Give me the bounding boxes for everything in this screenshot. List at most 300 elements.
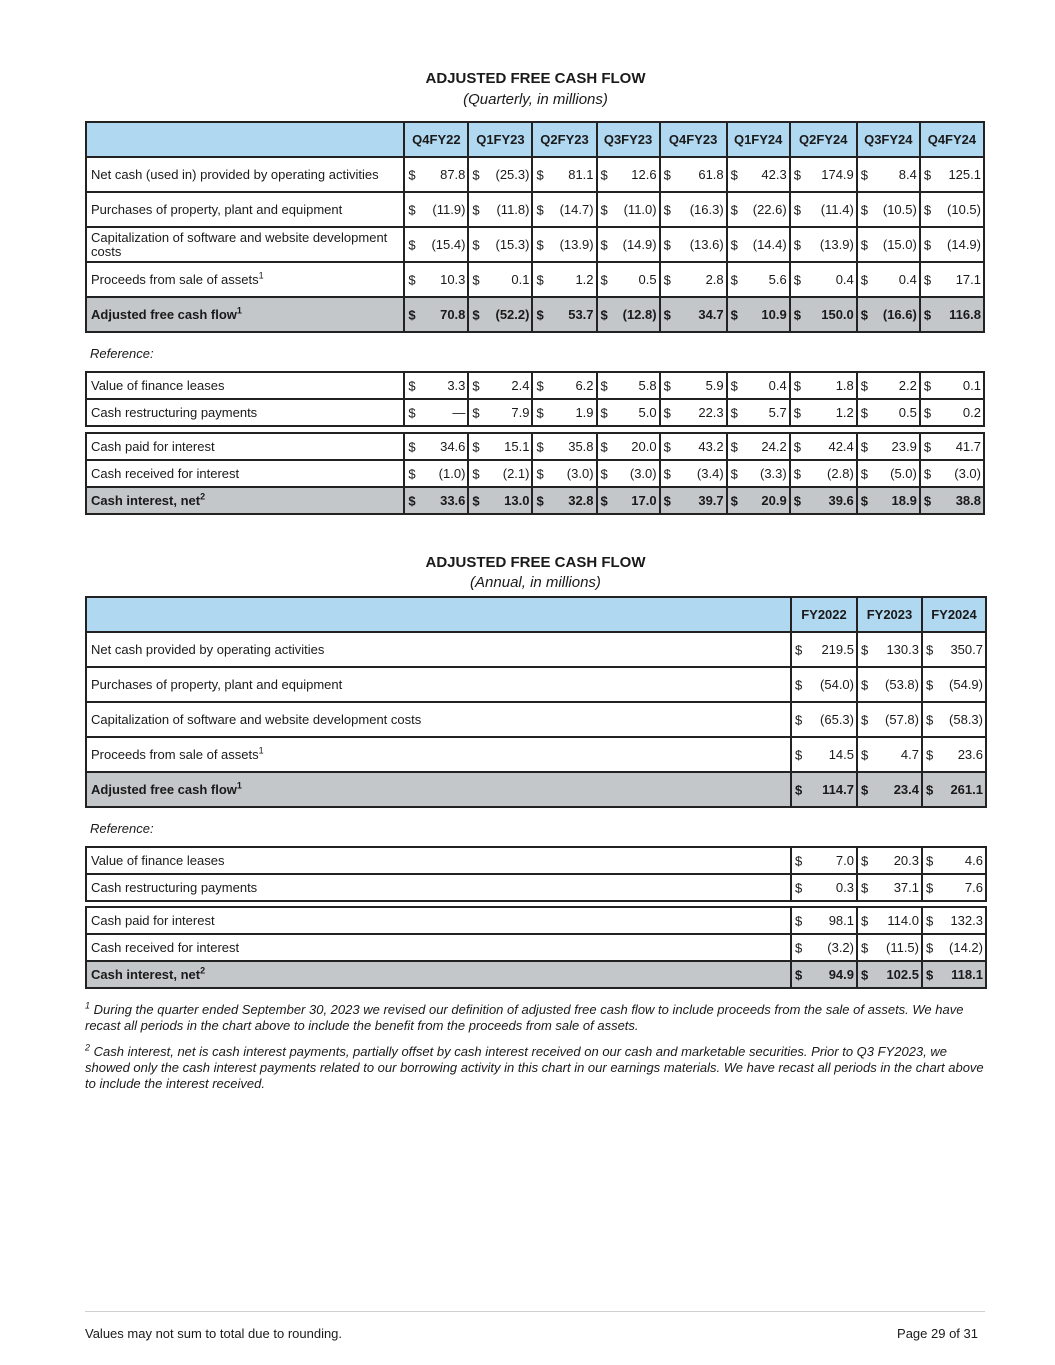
amount: 0.4 — [768, 378, 787, 393]
value-cell — [660, 297, 727, 332]
currency-symbol: $ — [795, 782, 803, 797]
value-cell — [468, 297, 532, 332]
amount: 37.1 — [893, 880, 919, 895]
table-row — [86, 297, 984, 332]
amount: 1.9 — [575, 405, 594, 420]
value-cell — [727, 227, 790, 262]
currency-symbol: $ — [926, 913, 934, 928]
row-label: Value of finance leases — [86, 372, 404, 399]
currency-symbol: $ — [793, 493, 801, 508]
currency-symbol: $ — [472, 202, 480, 217]
currency-symbol: $ — [861, 940, 869, 955]
amount: (58.3) — [949, 712, 983, 727]
value-cell — [790, 460, 857, 487]
currency-symbol: $ — [600, 405, 608, 420]
value-cell — [857, 772, 922, 807]
currency-symbol: $ — [730, 378, 738, 393]
currency-symbol: $ — [926, 782, 934, 797]
value-cell — [404, 372, 468, 399]
currency-symbol: $ — [793, 202, 801, 217]
value-cell — [468, 460, 532, 487]
currency-symbol: $ — [472, 405, 480, 420]
currency-symbol: $ — [663, 167, 671, 182]
currency-symbol: $ — [860, 272, 869, 287]
currency-symbol: $ — [860, 237, 869, 252]
currency-symbol: $ — [730, 202, 738, 217]
value-cell — [660, 157, 727, 192]
table-row — [86, 632, 986, 667]
table-row — [86, 372, 984, 399]
amount: (16.6) — [882, 307, 917, 322]
value-cell — [727, 460, 790, 487]
currency-symbol: $ — [600, 272, 608, 287]
amount: (53.8) — [885, 677, 919, 692]
value-cell — [920, 192, 984, 227]
currency-symbol: $ — [472, 307, 480, 322]
amount: (3.0) — [954, 466, 981, 481]
amount: 4.6 — [964, 853, 983, 868]
currency-symbol: $ — [663, 466, 671, 481]
amount: 0.5 — [898, 405, 917, 420]
currency-symbol: $ — [923, 378, 932, 393]
row-label: Purchases of property, plant and equipment — [86, 667, 791, 702]
footnote-marker: 2 — [200, 491, 206, 502]
amount: (57.8) — [885, 712, 919, 727]
value-cell — [791, 772, 857, 807]
rounding-note: Values may not sum to total due to rounding. — [85, 1326, 343, 1341]
amount: 1.2 — [835, 405, 854, 420]
amount: (3.4) — [696, 466, 724, 481]
table-row — [86, 399, 984, 426]
header-blank — [86, 597, 791, 632]
currency-symbol: $ — [600, 202, 608, 217]
value-cell — [857, 372, 920, 399]
amount: 125.1 — [948, 167, 981, 182]
currency-symbol: $ — [793, 466, 801, 481]
amount: 261.1 — [950, 782, 983, 797]
currency-symbol: $ — [472, 439, 480, 454]
value-cell — [857, 874, 922, 901]
amount: (14.9) — [947, 237, 981, 252]
amount: 3.3 — [447, 378, 466, 393]
row-label: Cash restructuring payments — [86, 874, 791, 901]
amount: 24.2 — [761, 439, 787, 454]
value-cell — [920, 487, 984, 514]
amount: 5.6 — [768, 272, 787, 287]
value-cell — [597, 460, 660, 487]
currency-symbol: $ — [600, 237, 608, 252]
row-label: Cash received for interest — [86, 460, 404, 487]
table-row — [86, 874, 986, 901]
currency-symbol: $ — [536, 167, 544, 182]
value-cell — [597, 372, 660, 399]
amount: (5.0) — [890, 466, 917, 481]
value-cell — [791, 961, 857, 988]
amount: (11.4) — [820, 202, 854, 217]
column-header: FY2023 — [857, 597, 922, 632]
currency-symbol: $ — [923, 202, 932, 217]
amount: (15.3) — [495, 237, 530, 252]
value-cell — [597, 297, 660, 332]
amount: 7.9 — [511, 405, 530, 420]
value-cell — [922, 702, 986, 737]
currency-symbol: $ — [793, 307, 801, 322]
table-row — [86, 460, 984, 487]
amount: 5.7 — [768, 405, 787, 420]
value-cell — [597, 157, 660, 192]
amount: 5.0 — [638, 405, 657, 420]
footer-divider — [85, 1311, 985, 1312]
amount: 34.6 — [440, 439, 466, 454]
column-header: FY2022 — [791, 597, 857, 632]
currency-symbol: $ — [408, 493, 416, 508]
table-row — [86, 702, 986, 737]
footnote-1-mark: 1 — [85, 1000, 91, 1011]
currency-symbol: $ — [860, 466, 869, 481]
value-cell — [468, 399, 532, 426]
currency-symbol: $ — [536, 466, 544, 481]
amount: (13.9) — [819, 237, 854, 252]
value-cell — [532, 297, 596, 332]
value-cell — [920, 372, 984, 399]
quarterly-interest-table — [85, 432, 985, 515]
currency-symbol: $ — [860, 493, 869, 508]
quarterly-title: ADJUSTED FREE CASH FLOW — [425, 70, 646, 87]
value-cell — [468, 192, 532, 227]
value-cell — [791, 632, 857, 667]
currency-symbol: $ — [536, 378, 544, 393]
value-cell — [660, 372, 727, 399]
value-cell — [857, 737, 922, 772]
column-header: FY2024 — [922, 597, 986, 632]
amount: 20.9 — [761, 493, 787, 508]
amount: 174.9 — [821, 167, 854, 182]
currency-symbol: $ — [923, 493, 932, 508]
currency-symbol: $ — [663, 405, 671, 420]
amount: 94.9 — [828, 967, 854, 982]
currency-symbol: $ — [472, 272, 480, 287]
amount: (25.3) — [495, 167, 530, 182]
row-label: Proceeds from sale of assets$^1$ — [86, 262, 404, 297]
currency-symbol: $ — [926, 712, 934, 727]
footnote-marker: 1 — [236, 305, 242, 316]
amount: 102.5 — [886, 967, 919, 982]
quarterly-main-table — [85, 121, 985, 333]
currency-symbol: $ — [408, 167, 416, 182]
value-cell — [857, 157, 920, 192]
value-cell — [468, 433, 532, 460]
row-label: Adjusted free cash flow$^1$ — [86, 772, 791, 807]
amount: 130.3 — [886, 642, 919, 657]
amount: 20.3 — [893, 853, 919, 868]
value-cell — [857, 399, 920, 426]
value-cell — [922, 934, 986, 961]
currency-symbol: $ — [663, 378, 671, 393]
amount: 87.8 — [440, 167, 466, 182]
amount: — — [452, 405, 466, 420]
currency-symbol: $ — [861, 880, 869, 895]
amount: 7.6 — [964, 880, 983, 895]
amount: 81.1 — [568, 167, 594, 182]
currency-symbol: $ — [923, 237, 932, 252]
currency-symbol: $ — [408, 378, 416, 393]
currency-symbol: $ — [926, 747, 934, 762]
currency-symbol: $ — [795, 712, 803, 727]
row-label: Cash paid for interest — [86, 907, 791, 934]
currency-symbol: $ — [600, 167, 608, 182]
value-cell — [790, 157, 857, 192]
footnote-1 — [85, 1002, 985, 1034]
table-row — [86, 907, 986, 934]
amount: 33.6 — [440, 493, 466, 508]
amount: (13.6) — [689, 237, 724, 252]
currency-symbol: $ — [793, 272, 801, 287]
value-cell — [532, 399, 596, 426]
quarterly-reference-label: Reference: — [90, 346, 154, 361]
amount: 61.8 — [698, 167, 724, 182]
row-label: Net cash provided by operating activities — [86, 632, 791, 667]
value-cell — [468, 487, 532, 514]
amount: (3.0) — [629, 466, 657, 481]
value-cell — [790, 192, 857, 227]
currency-symbol: $ — [926, 967, 934, 982]
currency-symbol: $ — [795, 853, 803, 868]
currency-symbol: $ — [861, 967, 869, 982]
value-cell — [404, 262, 468, 297]
amount: 4.7 — [900, 747, 919, 762]
amount: 6.2 — [575, 378, 594, 393]
value-cell — [660, 460, 727, 487]
footnote-marker: 1 — [258, 745, 264, 756]
row-label: Cash received for interest — [86, 934, 791, 961]
currency-symbol: $ — [795, 880, 803, 895]
currency-symbol: $ — [860, 439, 869, 454]
quarterly-reference-table — [85, 371, 985, 427]
amount: (14.4) — [752, 237, 787, 252]
value-cell — [727, 192, 790, 227]
value-cell — [922, 874, 986, 901]
row-label: Cash paid for interest — [86, 433, 404, 460]
currency-symbol: $ — [600, 307, 608, 322]
amount: 14.5 — [828, 747, 854, 762]
currency-symbol: $ — [536, 405, 544, 420]
value-cell — [727, 297, 790, 332]
row-label: Proceeds from sale of assets$^1$ — [86, 737, 791, 772]
footnote-2-text: Cash interest, net is cash interest payments, partially offset by cash interest received on our cash and marketable securities. Prior to Q3 FY2023, we showed only the cash interest payments related to our borrowing activity in this chart in our earnings materials. We have recast all periods in the chart above to include the interest received. — [85, 1044, 984, 1091]
value-cell — [920, 433, 984, 460]
column-header: Q2FY24 — [790, 122, 857, 157]
amount: (14.9) — [622, 237, 657, 252]
value-cell — [857, 907, 922, 934]
table-row — [86, 433, 984, 460]
amount: 35.8 — [568, 439, 594, 454]
currency-symbol: $ — [408, 405, 416, 420]
amount: 18.9 — [891, 493, 917, 508]
column-header: Q4FY24 — [920, 122, 984, 157]
currency-symbol: $ — [730, 167, 738, 182]
currency-symbol: $ — [472, 237, 480, 252]
currency-symbol: $ — [730, 493, 738, 508]
currency-symbol: $ — [730, 237, 738, 252]
value-cell — [404, 192, 468, 227]
value-cell — [791, 667, 857, 702]
amount: 0.2 — [962, 405, 981, 420]
annual-main-table — [85, 596, 987, 808]
header-blank — [86, 122, 404, 157]
footnote-2-mark: 2 — [85, 1042, 91, 1053]
amount: 114.7 — [822, 782, 854, 797]
amount: 12.6 — [631, 167, 657, 182]
currency-symbol: $ — [663, 307, 671, 322]
currency-symbol: $ — [793, 405, 801, 420]
amount: 23.4 — [893, 782, 919, 797]
amount: (3.0) — [566, 466, 594, 481]
row-label: Value of finance leases — [86, 847, 791, 874]
amount: (11.0) — [623, 202, 657, 217]
value-cell — [920, 227, 984, 262]
currency-symbol: $ — [472, 466, 480, 481]
value-cell — [857, 192, 920, 227]
value-cell — [727, 433, 790, 460]
footnote-marker: 1 — [236, 780, 242, 791]
currency-symbol: $ — [730, 405, 738, 420]
value-cell — [404, 227, 468, 262]
row-label: Cash restructuring payments — [86, 399, 404, 426]
value-cell — [597, 227, 660, 262]
currency-symbol: $ — [861, 712, 869, 727]
currency-symbol: $ — [472, 167, 480, 182]
amount: 42.3 — [761, 167, 787, 182]
amount: 13.0 — [504, 493, 530, 508]
value-cell — [790, 372, 857, 399]
value-cell — [660, 487, 727, 514]
amount: (54.0) — [820, 677, 854, 692]
value-cell — [857, 961, 922, 988]
amount: (65.3) — [820, 712, 854, 727]
value-cell — [791, 874, 857, 901]
currency-symbol: $ — [861, 782, 869, 797]
amount: 118.1 — [951, 967, 983, 982]
amount: (10.5) — [882, 202, 917, 217]
currency-symbol: $ — [536, 493, 544, 508]
currency-symbol: $ — [926, 642, 934, 657]
column-header: Q3FY23 — [597, 122, 660, 157]
amount: 53.7 — [568, 307, 594, 322]
value-cell — [404, 297, 468, 332]
amount: (12.8) — [622, 307, 657, 322]
footnote-marker: 1 — [258, 270, 264, 281]
value-cell — [920, 297, 984, 332]
amount: 15.1 — [504, 439, 530, 454]
value-cell — [791, 702, 857, 737]
currency-symbol: $ — [730, 466, 738, 481]
currency-symbol: $ — [663, 439, 671, 454]
amount: 39.7 — [698, 493, 724, 508]
value-cell — [920, 262, 984, 297]
value-cell — [857, 262, 920, 297]
amount: 23.9 — [891, 439, 917, 454]
amount: (2.8) — [827, 466, 854, 481]
amount: (14.2) — [949, 940, 983, 955]
value-cell — [790, 262, 857, 297]
amount: (54.9) — [949, 677, 983, 692]
value-cell — [857, 702, 922, 737]
currency-symbol: $ — [795, 642, 803, 657]
amount: (3.3) — [759, 466, 787, 481]
currency-symbol: $ — [926, 880, 934, 895]
currency-symbol: $ — [663, 237, 671, 252]
currency-symbol: $ — [923, 405, 932, 420]
currency-symbol: $ — [795, 677, 803, 692]
currency-symbol: $ — [860, 167, 869, 182]
currency-symbol: $ — [923, 272, 932, 287]
currency-symbol: $ — [923, 466, 932, 481]
currency-symbol: $ — [663, 202, 671, 217]
value-cell — [597, 192, 660, 227]
table-row — [86, 227, 984, 262]
value-cell — [791, 907, 857, 934]
amount: 2.4 — [511, 378, 530, 393]
value-cell — [857, 227, 920, 262]
table-row — [86, 667, 986, 702]
value-cell — [404, 399, 468, 426]
amount: 0.4 — [835, 272, 854, 287]
amount: 8.4 — [898, 167, 917, 182]
value-cell — [857, 460, 920, 487]
value-cell — [790, 433, 857, 460]
header-row — [86, 122, 984, 157]
amount: 0.1 — [511, 272, 530, 287]
currency-symbol: $ — [926, 853, 934, 868]
page-number: Page 29 of 31 — [897, 1326, 978, 1341]
value-cell — [857, 297, 920, 332]
value-cell — [597, 399, 660, 426]
value-cell — [920, 157, 984, 192]
currency-symbol: $ — [795, 747, 803, 762]
footnote-2 — [85, 1044, 985, 1092]
annual-reference-table — [85, 846, 987, 902]
currency-symbol: $ — [536, 272, 544, 287]
currency-symbol: $ — [793, 378, 801, 393]
value-cell — [532, 192, 596, 227]
value-cell — [468, 262, 532, 297]
amount: 42.4 — [828, 439, 854, 454]
currency-symbol: $ — [795, 967, 803, 982]
currency-symbol: $ — [860, 307, 869, 322]
column-header: Q4FY23 — [660, 122, 727, 157]
amount: 20.0 — [631, 439, 657, 454]
value-cell — [922, 667, 986, 702]
value-cell — [857, 667, 922, 702]
value-cell — [791, 737, 857, 772]
currency-symbol: $ — [861, 747, 869, 762]
amount: 10.9 — [761, 307, 787, 322]
row-label: Cash interest, net$^2$ — [86, 487, 404, 514]
value-cell — [857, 847, 922, 874]
amount: (14.7) — [559, 202, 594, 217]
currency-symbol: $ — [793, 237, 801, 252]
amount: (11.9) — [432, 202, 466, 217]
currency-symbol: $ — [408, 202, 416, 217]
currency-symbol: $ — [860, 378, 869, 393]
currency-symbol: $ — [536, 439, 544, 454]
row-label: Cash interest, net$^2$ — [86, 961, 791, 988]
value-cell — [727, 157, 790, 192]
value-cell — [404, 487, 468, 514]
column-header: Q1FY23 — [468, 122, 532, 157]
amount: 2.2 — [898, 378, 917, 393]
value-cell — [790, 487, 857, 514]
